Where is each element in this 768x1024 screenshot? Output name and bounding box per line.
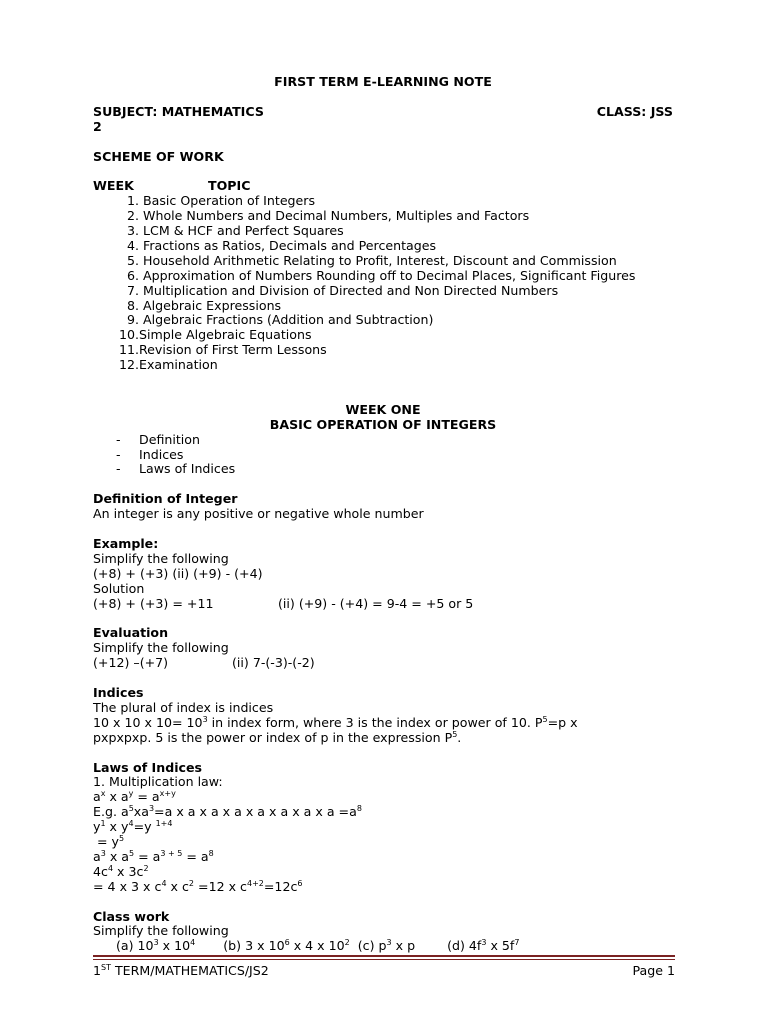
week-column-header: WEEK: [93, 178, 134, 194]
subject-label: SUBJECT: MATHEMATICS: [93, 103, 264, 119]
document-title: FIRST TERM E-LEARNING NOTE: [274, 74, 492, 89]
subject-class-line: [93, 105, 673, 120]
formula-line: E.g. $a^5xa^3=a$ x a x a x a x a x a x a x $a =a^8$: [93, 804, 362, 820]
scheme-columns: [93, 179, 673, 194]
list-item: - Laws of Indices: [116, 461, 236, 477]
class-continuation: 2: [93, 118, 102, 134]
list-item: 11. Revision of First Term Lessons: [118, 342, 327, 358]
definition-heading: Definition of Integer: [93, 491, 238, 507]
list-item: 12. Examination: [118, 357, 218, 373]
week-one-subtitle: BASIC OPERATION OF INTEGERS: [269, 416, 497, 432]
laws-heading: Laws of Indices: [93, 759, 203, 775]
example-heading: Example:: [93, 535, 159, 551]
list-item: 9. Algebraic Fractions (Addition and Subtraction): [126, 312, 434, 328]
evaluation-line: Simplify the following: [93, 640, 229, 656]
document-page: [93, 75, 673, 954]
formula-line: $a^3$ x $a^5 = a^{3 + 5} = a^8$: [93, 848, 214, 864]
list-item: 3. LCM & HCF and Perfect Squares: [126, 223, 344, 239]
class-label: CLASS: JSS: [596, 103, 673, 119]
formula-line: $a^x$ x $a^y = a^{x+y}$: [93, 789, 176, 805]
list-item: - Definition: [116, 431, 200, 447]
formula-line: $y^1$ x $y^4=y$ $^{1+4}$: [93, 819, 173, 835]
solution-line: (+8) + (+3) = +11 (ii) (+9) - (+4) = 9-4 = +5 or 5: [93, 595, 474, 611]
indices-text: pxpxpxp. 5 is the power or index of p in the expression $P^5$.: [93, 729, 462, 745]
list-item: 5. Household Arithmetic Relating to Profit, Interest, Discount and Commission: [126, 252, 617, 268]
list-item: 6. Approximation of Numbers Rounding off to Decimal Places, Significant Figures: [126, 267, 636, 283]
indices-heading: Indices: [93, 685, 144, 701]
list-item: 8. Algebraic Expressions: [126, 297, 282, 313]
indices-text: The plural of index is indices: [93, 699, 274, 715]
footer-course: 1ST TERM/MATHEMATICS/JS2: [93, 963, 269, 978]
list-item: 4. Fractions as Ratios, Decimals and Percentages: [126, 237, 437, 253]
law-title: 1. Multiplication law:: [93, 774, 223, 790]
classwork-items: (a) $10^3$ x $10^4$ (b) 3 x $10^6$ x 4 x $10^2$ (c) $p^3$ x p (d) $4f^3$ x $5f^7$: [116, 938, 520, 954]
list-item: 2. Whole Numbers and Decimal Numbers, Multiples and Factors: [126, 208, 530, 224]
page-number: Page 1: [632, 963, 675, 978]
evaluation-heading: Evaluation: [93, 625, 169, 641]
list-item: 10. Simple Algebraic Equations: [118, 327, 312, 343]
footer-rule-thin: [93, 959, 675, 960]
solution-label: Solution: [93, 580, 145, 596]
list-item: - Indices: [116, 446, 184, 462]
page-footer: [93, 964, 675, 979]
formula-line: $4c^4$ x $3c^2$: [93, 863, 149, 879]
classwork-text: Simplify the following: [93, 923, 229, 939]
list-item: 7. Multiplication and Division of Directed and Non Directed Numbers: [126, 282, 559, 298]
classwork-heading: Class work: [93, 908, 170, 924]
formula-line: = $y^5$: [93, 834, 125, 850]
scheme-heading: SCHEME OF WORK: [93, 148, 224, 164]
topic-column-header: TOPIC: [208, 178, 251, 194]
indices-text: 10 x 10 x $10= 10^3$ in index form, where 3 is the index or power of 10. $P^5=p$ x: [93, 714, 578, 730]
topic-list: [93, 194, 673, 373]
formula-line: = 4 x 3 x $c^4$ x $c^2 =12$ x $c^{4+2}=12c^6$: [93, 878, 303, 894]
list-item: 1. Basic Operation of Integers: [126, 193, 316, 209]
week-one-outline: [93, 433, 673, 478]
week-one-title: WEEK ONE: [345, 401, 421, 417]
definition-text: An integer is any positive or negative whole number: [93, 506, 424, 522]
footer-rule: [93, 955, 675, 957]
example-line: (+8) + (+3) (ii) (+9) - (+4): [93, 565, 263, 581]
evaluation-line: (+12) –(+7) (ii) 7-(-3)-(-2): [93, 655, 315, 671]
example-line: Simplify the following: [93, 550, 229, 566]
